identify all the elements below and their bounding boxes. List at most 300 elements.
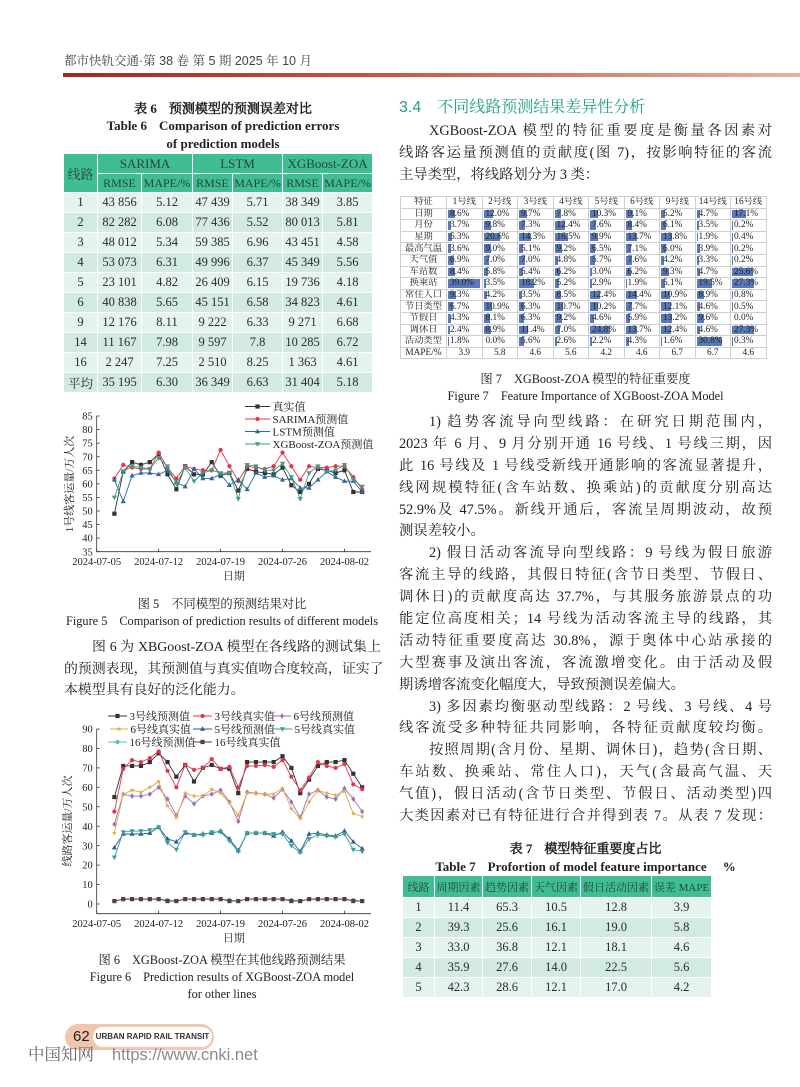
importance-cell [624, 324, 660, 336]
figure-5-caption [57, 596, 387, 630]
cell-value: 77 436 [193, 213, 233, 233]
figure-6-caption-en-text: Prediction results of XGBoost-ZOA model [143, 969, 355, 984]
importance-cell [660, 336, 696, 348]
data-point-square [165, 899, 169, 903]
importance-cell [624, 254, 660, 266]
table-row [64, 373, 373, 393]
figure-5-caption-cn [57, 596, 387, 613]
data-point-circle [236, 785, 240, 789]
importance-cell [447, 266, 483, 278]
legend-label: LSTM预测值 [272, 426, 335, 439]
importance-value: 7.8% [556, 208, 576, 219]
data-point-diamond [307, 791, 311, 796]
data-point-circle [342, 762, 346, 766]
table-7-title-en [399, 858, 772, 876]
importance-value: 8.9% [698, 290, 718, 301]
table-6 [64, 154, 373, 393]
importance-value: 5.1% [663, 278, 683, 289]
importance-cell [482, 220, 518, 232]
importance-value: 8.1% [485, 313, 505, 324]
data-point-triangle-down [112, 496, 117, 501]
importance-cell [482, 243, 518, 255]
data-point-square [289, 766, 293, 770]
x-tick-label: 2024-07-05 [72, 919, 122, 931]
data-point-square [351, 490, 355, 494]
data-point-square [236, 791, 240, 795]
cell-value: 6.96 [233, 233, 283, 253]
importance-value: 6.3% [521, 301, 541, 312]
data-point-square [298, 899, 302, 903]
cell-value: 49 996 [193, 253, 233, 273]
cell-value: 6.08 [142, 213, 193, 233]
table-7-title [399, 840, 772, 876]
x-tick-label: 2024-07-19 [196, 557, 246, 569]
figure-5-chart [60, 398, 385, 588]
cell-value: 11.4 [435, 898, 483, 918]
feature-name: 最高气温 [401, 243, 447, 255]
text-line: 的预测表现，其预测值与真实值吻合度较高，证实了 [64, 661, 384, 677]
importance-value: 8.5% [556, 290, 576, 301]
cell-value: 4.58 [323, 233, 373, 253]
data-point-square [148, 897, 152, 901]
importance-value: 20.6% [485, 232, 510, 243]
cell-value: 1 363 [283, 353, 323, 373]
importance-value: 6.7% [450, 301, 470, 312]
importance-value: 4.3% [450, 313, 470, 324]
x-axis-label: 日期 [222, 932, 245, 945]
data-point-square [130, 460, 134, 464]
sub-header-rmse: RMSE [193, 174, 233, 193]
importance-cell [660, 289, 696, 301]
data-point-square [139, 764, 143, 768]
col-header: 5号线 [589, 197, 625, 209]
cell-line: 3 [64, 233, 98, 253]
table-row [403, 918, 712, 938]
feature-row [401, 278, 767, 290]
importance-cell [553, 324, 589, 336]
sub-header-mape: MAPE/% [142, 174, 193, 193]
importance-cell [624, 312, 660, 324]
text-line: 线客流受多种特征共同影响，各特征贡献度较均衡。 [399, 720, 772, 737]
cell-value: 35.9 [435, 958, 483, 978]
table-7-body [403, 898, 712, 998]
cell-value: 39.3 [435, 918, 483, 938]
importance-cell [553, 289, 589, 301]
importance-value: 5.3% [450, 232, 470, 243]
importance-cell [589, 336, 625, 348]
feature-name: 换乘站 [401, 278, 447, 290]
importance-value: 13.7% [627, 232, 652, 243]
data-point-square [148, 760, 152, 764]
y-tick-label: 10 [82, 880, 93, 892]
cell-value: 8.25 [233, 353, 283, 373]
data-point-square [360, 899, 364, 903]
importance-value: 3.9% [698, 243, 718, 254]
feature-name: 星期 [401, 231, 447, 243]
legend-marker [115, 740, 119, 744]
importance-cell [518, 289, 554, 301]
legend-marker [255, 417, 259, 421]
cell-value: 80 013 [283, 213, 323, 233]
importance-value: 30.8% [698, 336, 723, 347]
data-point-square [280, 754, 284, 758]
legend [245, 399, 373, 451]
figure-5-caption-cn-text: 不同模型的预测结果对比 [171, 596, 307, 611]
text-line: XGBoost-ZOA 模型的特征重要度是衡量各因素对 [429, 123, 772, 139]
table-row [64, 233, 373, 253]
data-point-square [342, 897, 346, 901]
importance-value: 13.8% [663, 232, 688, 243]
data-point-square [174, 487, 178, 491]
importance-cell [589, 220, 625, 232]
cell-value: 33.0 [435, 938, 483, 958]
importance-cell [553, 278, 589, 290]
importance-cell [695, 278, 731, 290]
importance-cell [482, 324, 518, 336]
importance-value: 11.4% [521, 324, 545, 335]
importance-value: 12.4% [663, 324, 688, 335]
importance-value: 1.6% [663, 336, 683, 347]
mape-value: 5.8 [482, 347, 518, 359]
cell-value: 10.5 [532, 898, 581, 918]
feature-name: 调休日 [401, 324, 447, 336]
cell-value: 12 176 [98, 313, 142, 333]
importance-cell [731, 266, 767, 278]
cnki-url-link[interactable]: https://www.cnki.net [112, 1046, 258, 1064]
importance-cell [447, 231, 483, 243]
importance-value: 9.0% [485, 243, 505, 254]
importance-value: 13.2% [663, 313, 688, 324]
importance-cell [624, 301, 660, 313]
importance-cell [589, 254, 625, 266]
importance-value: 7.7% [627, 301, 647, 312]
feature-name: 节假日 [401, 312, 447, 324]
importance-value: 4.2% [663, 255, 683, 266]
sub-header-rmse: RMSE [98, 174, 142, 193]
mape-value: 6.7 [695, 347, 731, 359]
importance-value: 12.4% [556, 220, 581, 231]
cell-line: 9 [64, 313, 98, 333]
importance-cell [695, 220, 731, 232]
mape-value: 4.6 [624, 347, 660, 359]
cell-value: 7.98 [142, 333, 193, 353]
importance-cell [624, 220, 660, 232]
cell-value: 38 349 [283, 193, 323, 213]
data-point-circle [148, 756, 152, 760]
cell-line: 1 [64, 193, 98, 213]
col-header: 1号线 [447, 197, 483, 209]
table-7-caption-en: Profortion of model feature importance [487, 859, 707, 874]
importance-value: 5.4% [521, 266, 541, 277]
data-point-circle [272, 765, 276, 769]
y-axis-label: 1号线客运量/万人次 [64, 435, 76, 533]
col-header: 14号线 [695, 197, 731, 209]
importance-value: 10.9% [663, 290, 688, 301]
feature-row [401, 243, 767, 255]
body-text-left [64, 637, 384, 702]
data-point-square [316, 897, 320, 901]
importance-cell [695, 336, 731, 348]
importance-cell [447, 312, 483, 324]
importance-value: 0.0% [734, 313, 754, 324]
x-tick-label: 2024-07-26 [258, 557, 308, 569]
data-point-square [130, 897, 134, 901]
feature-name: 活动类型 [401, 336, 447, 348]
importance-value: 4.6% [698, 324, 718, 335]
legend-label: XGBoost-ZOA预测值 [272, 438, 374, 451]
cell-value: 6.15 [233, 273, 283, 293]
importance-cell [731, 254, 767, 266]
data-point-square [227, 899, 231, 903]
importance-value: 6.0% [663, 243, 683, 254]
cell-value: 5.8 [652, 918, 712, 938]
data-point-square [121, 897, 125, 901]
legend-label: 6号线预测值 [293, 710, 354, 723]
importance-value: 5.7% [592, 255, 612, 266]
data-point-square [174, 899, 178, 903]
importance-value: 9.6% [698, 313, 718, 324]
x-tick-label: 2024-07-12 [134, 557, 184, 569]
data-point-star [165, 803, 170, 808]
table-7-unit: % [722, 859, 736, 874]
table-row [64, 353, 373, 373]
cell-value: 23 101 [98, 273, 142, 293]
cell-line: 3 [403, 938, 435, 958]
data-point-circle [245, 764, 249, 768]
mape-value: 6.7 [660, 347, 696, 359]
data-point-circle [192, 768, 196, 772]
importance-cell [447, 243, 483, 255]
importance-cell [553, 243, 589, 255]
importance-value: 5.2% [663, 208, 683, 219]
table-row [403, 938, 712, 958]
legend-label: 5号线真实值 [294, 723, 355, 736]
legend-label: 3号线真实值 [214, 710, 275, 723]
cell-line: 6 [64, 293, 98, 313]
data-point-triangle-down [289, 844, 294, 849]
table-row [403, 958, 712, 978]
y-tick-label: 90 [82, 724, 93, 736]
cell-value: 9 597 [193, 333, 233, 353]
importance-value: 4.6% [592, 313, 612, 324]
legend [108, 709, 355, 749]
cell-line: 4 [403, 958, 435, 978]
importance-value: 1.8% [450, 336, 470, 347]
table-7-caption-cn: 模型特征重要度占比 [544, 841, 662, 856]
cell-value: 12.8 [581, 898, 652, 918]
table-6-caption-cn: 预测模型的预测误差对比 [168, 100, 312, 116]
data-point-square [112, 899, 116, 903]
table-row [64, 273, 373, 293]
cell-value: 45 349 [283, 253, 323, 273]
feature-row [401, 254, 767, 266]
feature-row [401, 266, 767, 278]
text-line: 2023 年 6 月、9 月分别开通 16 号线、1 号线三期，因 [399, 435, 772, 452]
importance-value: 6.1% [663, 220, 683, 231]
mape-value: 4.2 [589, 347, 625, 359]
cell-value: 14.0 [532, 958, 581, 978]
figure-5-caption-en-text: Comparison of prediction results of different models [119, 613, 378, 628]
importance-cell [695, 254, 731, 266]
data-point-star [130, 788, 135, 793]
importance-value: 5.1% [521, 243, 541, 254]
data-point-square [183, 897, 187, 901]
table-6-caption-en-1: Comparison of prediction errors [158, 118, 340, 133]
figure-7-label-en: Figure 7 [447, 389, 489, 403]
legend-marker [255, 404, 259, 408]
text-line: 1) 趋势客流导向型线路：在研究日期范围内， [429, 414, 772, 430]
importance-value: 9.2% [556, 313, 576, 324]
importance-cell [482, 312, 518, 324]
table-6-label-cn: 表 6 [134, 100, 157, 116]
data-point-circle [174, 785, 178, 789]
data-point-square [139, 897, 143, 901]
cell-value: 43 451 [283, 233, 323, 253]
cell-value: 19 736 [283, 273, 323, 293]
col-header: 4号线 [553, 197, 589, 209]
cell-value: 36.8 [483, 938, 532, 958]
data-point-circle [316, 760, 320, 764]
importance-value: 9.3% [450, 290, 470, 301]
cell-value: 5.65 [142, 293, 193, 313]
cell-value: 35 195 [98, 373, 142, 393]
importance-cell [518, 243, 554, 255]
data-point-square [334, 897, 338, 901]
data-point-square [334, 760, 338, 764]
y-tick-label: 45 [82, 520, 93, 532]
text-line: 期诱增客流变化幅度大，导致预测误差偏大。 [399, 676, 685, 693]
importance-value: 4.7% [698, 266, 718, 277]
text-line: 52.9%及 47.5%。新线开通后，客流呈周期波动，故预 [399, 501, 772, 518]
legend-label: 6号线真实值 [130, 723, 191, 736]
sub-header-mape: MAPE/% [323, 174, 373, 193]
data-point-circle [360, 787, 364, 791]
data-point-circle [139, 760, 143, 764]
importance-value: 16.5% [556, 232, 581, 243]
importance-cell [518, 231, 554, 243]
data-point-circle [112, 810, 116, 814]
importance-cell [731, 243, 767, 255]
data-point-circle [254, 764, 258, 768]
data-point-square [192, 897, 196, 901]
data-point-circle [307, 464, 311, 468]
cell-value: 82 282 [98, 213, 142, 233]
data-point-circle [227, 765, 231, 769]
text-line: 大类因素对已有特征进行合并得到表 7。从表 7 发现： [399, 808, 772, 825]
data-point-circle [121, 463, 125, 467]
legend-item [245, 424, 335, 438]
importance-cell [482, 231, 518, 243]
table-6-title-en [64, 117, 382, 135]
text-line: 活动特征重要度高达 30.8%，源于奥体中心站承接的 [399, 632, 772, 649]
journal-name-en: URBAN RAPID RAIL TRANSIT [93, 1027, 212, 1047]
data-point-triangle-up [360, 846, 365, 851]
legend-marker [115, 714, 119, 718]
x-axis-label: 日期 [222, 570, 245, 583]
importance-value: 5.8% [485, 266, 505, 277]
feature-row [401, 312, 767, 324]
importance-value: 6.3% [521, 313, 541, 324]
running-head: 都市快轨交通·第 38 卷 第 5 期 2025 年 10 月 [64, 54, 312, 68]
importance-cell [589, 243, 625, 255]
series-line [114, 753, 362, 797]
cell-value: 9 271 [283, 313, 323, 333]
y-tick-label: 80 [82, 744, 93, 756]
importance-value: 27.3% [734, 324, 759, 335]
cell-value: 43 856 [98, 193, 142, 213]
legend-item [273, 722, 355, 736]
importance-cell [695, 231, 731, 243]
importance-value: 8.6% [450, 208, 470, 219]
importance-cell [553, 220, 589, 232]
y-tick-label: 85 [82, 411, 93, 423]
importance-cell [482, 301, 518, 313]
data-point-square [130, 764, 134, 768]
importance-value: 6.2% [627, 266, 647, 277]
importance-cell [731, 324, 767, 336]
cell-value: 5.6 [652, 958, 712, 978]
cell-value: 34 823 [283, 293, 323, 313]
data-point-square [218, 897, 222, 901]
importance-value: 0.5% [734, 301, 754, 312]
data-point-diamond [236, 819, 240, 824]
data-point-circle [298, 478, 302, 482]
group-header-lstm: LSTM [193, 154, 283, 174]
importance-cell [589, 231, 625, 243]
cell-value: 3.85 [323, 193, 373, 213]
figure-7-caption [399, 371, 772, 405]
importance-value: 8.4% [627, 220, 647, 231]
data-point-square [201, 897, 205, 901]
figure-6-caption-cn [57, 952, 387, 969]
cnki-watermark [28, 1044, 258, 1066]
cell-line: 平均 [64, 373, 98, 393]
data-point-diamond [210, 791, 214, 796]
cell-value: 5.34 [142, 233, 193, 253]
x-tick-label: 2024-07-19 [196, 919, 246, 931]
importance-cell [553, 301, 589, 313]
text-line: 按照周期(含月份、星期、调休日)，趋势(含日期、 [429, 742, 772, 759]
cell-value: 5.52 [233, 213, 283, 233]
figure-7-caption-en [399, 388, 772, 405]
text-line: 2) 假日活动客流导向型线路：9 号线为假日旅游 [429, 545, 772, 562]
figure-6-label-en: Figure 6 [89, 969, 132, 984]
data-point-square [245, 760, 249, 764]
data-point-star [112, 830, 117, 835]
cell-value: 65.3 [483, 898, 532, 918]
table-7 [403, 876, 712, 998]
data-point-circle [307, 776, 311, 780]
table-row [64, 313, 373, 333]
importance-value: 18.2% [521, 278, 546, 289]
cell-line: 5 [64, 273, 98, 293]
data-point-circle [183, 763, 187, 767]
data-point-square [245, 897, 249, 901]
cell-value: 36 349 [193, 373, 233, 393]
cell-value: 31 404 [283, 373, 323, 393]
y-tick-label: 40 [82, 821, 93, 833]
data-point-square [148, 460, 152, 464]
legend-marker [200, 740, 204, 744]
cell-value: 40 838 [98, 293, 142, 313]
header-rule [63, 73, 800, 77]
legend-item [108, 709, 190, 723]
importance-cell [660, 266, 696, 278]
data-point-square [236, 899, 240, 903]
figure-5-caption-en [57, 613, 387, 630]
importance-cell [624, 289, 660, 301]
data-point-circle [157, 749, 161, 753]
